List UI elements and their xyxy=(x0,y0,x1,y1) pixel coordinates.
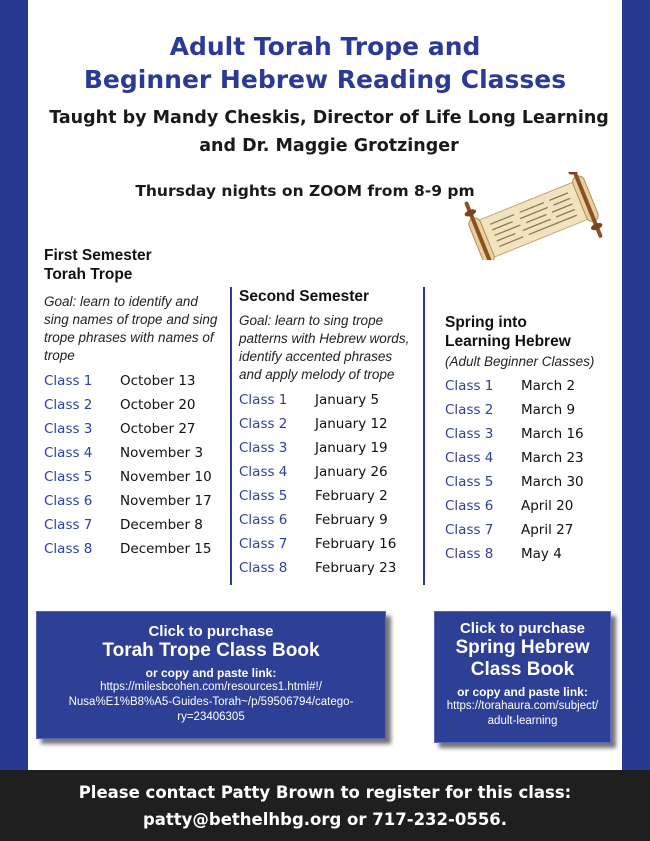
class-label: Class 6 xyxy=(239,512,288,528)
class-row xyxy=(239,460,411,484)
class-row xyxy=(44,393,224,417)
cta-hebrew-title-1: Spring Hebrew xyxy=(455,637,590,658)
class-row xyxy=(239,556,411,580)
column-divider-1 xyxy=(230,287,232,585)
class-date: December 8 xyxy=(120,517,203,533)
page-title xyxy=(40,30,610,96)
class-date: November 17 xyxy=(120,493,212,509)
second-semester-column xyxy=(239,287,411,580)
title-line-1: Adult Torah Trope and xyxy=(169,32,481,61)
purchase-torah-trope-book-button[interactable] xyxy=(36,611,386,739)
footer-contact-line[interactable]: patty@bethelhbg.org or 717-232-0556. xyxy=(142,810,508,829)
class-row xyxy=(239,388,411,412)
spring-hebrew-column xyxy=(445,313,615,566)
class-row xyxy=(44,465,224,489)
class-row xyxy=(445,542,615,566)
class-label: Class 5 xyxy=(44,469,93,485)
class-date: October 20 xyxy=(120,397,196,413)
class-row xyxy=(239,412,411,436)
link-line: https://torahaura.com/subject/ xyxy=(446,700,599,712)
class-date: November 3 xyxy=(120,445,204,461)
link-line: https://milesbcohen.com/resources1.html#!/ xyxy=(100,681,322,693)
class-row xyxy=(239,484,411,508)
instructors xyxy=(40,104,618,160)
class-row xyxy=(44,537,224,561)
class-row xyxy=(445,422,615,446)
torah-trope-link[interactable] xyxy=(37,680,385,725)
spring-hebrew-note: (Adult Beginner Classes) xyxy=(445,354,595,369)
cta-hebrew-title-2: Class Book xyxy=(470,659,575,680)
first-semester-goal: Goal: learn to identify and sing names of trope and sing trope phrases with names of trope xyxy=(44,294,218,363)
class-label: Class 8 xyxy=(445,546,494,562)
left-border-bar xyxy=(0,0,28,770)
cta-hebrew-copy-label: or copy and paste link: xyxy=(457,685,588,699)
class-label: Class 1 xyxy=(239,392,288,408)
class-date: November 10 xyxy=(120,469,212,485)
class-label: Class 4 xyxy=(44,445,93,461)
column-divider-2 xyxy=(423,287,425,585)
class-date: January 5 xyxy=(315,392,380,408)
class-date: February 9 xyxy=(315,512,388,528)
first-semester-class-list xyxy=(44,369,224,561)
class-label: Class 8 xyxy=(239,560,288,576)
learning-hebrew-heading: Learning Hebrew xyxy=(445,333,571,350)
instructors-line-2: and Dr. Maggie Grotzinger xyxy=(199,136,459,156)
class-label: Class 6 xyxy=(445,498,494,514)
second-semester-class-list xyxy=(239,388,411,580)
right-border-bar xyxy=(622,0,650,770)
class-date: March 30 xyxy=(521,474,584,490)
contact-footer xyxy=(0,770,650,841)
class-date: April 27 xyxy=(521,522,574,538)
second-semester-goal: Goal: learn to sing trope patterns with Hebrew words, identify accented phrases and apply melody of trope xyxy=(239,313,410,382)
class-date: January 12 xyxy=(315,416,388,432)
class-row xyxy=(44,441,224,465)
spring-hebrew-link[interactable] xyxy=(435,699,610,729)
cta-trope-copy-label: or copy and paste link: xyxy=(145,666,277,680)
class-label: Class 7 xyxy=(239,536,288,552)
class-date: October 13 xyxy=(120,373,196,389)
class-row xyxy=(445,470,615,494)
class-date: March 16 xyxy=(521,426,584,442)
class-label: Class 4 xyxy=(445,450,494,466)
class-label: Class 6 xyxy=(44,493,93,509)
torah-scroll-icon xyxy=(458,172,606,260)
class-row xyxy=(44,513,224,537)
class-label: Class 8 xyxy=(44,541,93,557)
class-date: February 23 xyxy=(315,560,397,576)
class-date: March 2 xyxy=(521,378,576,394)
footer-line-1: Please contact Patty Brown to register for this class: xyxy=(78,783,572,802)
torah-trope-heading: Torah Trope xyxy=(44,266,133,283)
class-label: Class 3 xyxy=(44,421,93,437)
cta-trope-line1: Click to purchase xyxy=(148,623,274,640)
link-line: ry=23406305 xyxy=(177,711,245,723)
class-date: October 27 xyxy=(120,421,196,437)
class-row xyxy=(445,494,615,518)
instructors-line-1: Taught by Mandy Cheskis, Director of Life Long Learning xyxy=(49,108,609,128)
spring-hebrew-class-list xyxy=(445,374,615,566)
class-row xyxy=(239,508,411,532)
first-semester-heading: First Semester xyxy=(44,247,152,264)
class-label: Class 2 xyxy=(239,416,288,432)
class-label: Class 5 xyxy=(239,488,288,504)
class-row xyxy=(239,436,411,460)
class-row xyxy=(44,489,224,513)
class-date: March 9 xyxy=(521,402,576,418)
class-label: Class 7 xyxy=(44,517,93,533)
cta-hebrew-line1: Click to purchase xyxy=(459,620,586,637)
class-date: February 16 xyxy=(315,536,397,552)
spring-into-heading: Spring into xyxy=(445,314,527,331)
class-date: December 15 xyxy=(120,541,212,557)
class-label: Class 1 xyxy=(445,378,494,394)
class-row xyxy=(445,518,615,542)
class-label: Class 3 xyxy=(239,440,288,456)
class-label: Class 1 xyxy=(44,373,93,389)
class-row xyxy=(44,369,224,393)
cta-trope-title: Torah Trope Class Book xyxy=(102,640,320,661)
class-row xyxy=(445,446,615,470)
second-semester-heading: Second Semester xyxy=(239,288,370,305)
class-row xyxy=(445,398,615,422)
class-label: Class 7 xyxy=(445,522,494,538)
class-label: Class 3 xyxy=(445,426,494,442)
link-line: Nusa%E1%B8%A5-Guides-Torah~/p/59506794/catego- xyxy=(68,696,354,708)
class-date: April 20 xyxy=(521,498,574,514)
class-label: Class 5 xyxy=(445,474,494,490)
class-row xyxy=(239,532,411,556)
class-row xyxy=(445,374,615,398)
class-label: Class 2 xyxy=(445,402,494,418)
class-date: May 4 xyxy=(521,546,562,562)
purchase-spring-hebrew-book-button[interactable] xyxy=(434,611,611,743)
first-semester-column xyxy=(44,246,224,561)
class-label: Class 2 xyxy=(44,397,93,413)
link-line: adult-learning xyxy=(487,715,558,727)
title-line-2: Beginner Hebrew Reading Classes xyxy=(83,65,567,94)
class-label: Class 4 xyxy=(239,464,288,480)
class-date: February 2 xyxy=(315,488,388,504)
schedule-note: Thursday nights on ZOOM from 8-9 pm xyxy=(135,182,475,200)
class-row xyxy=(44,417,224,441)
class-date: January 19 xyxy=(315,440,388,456)
class-date: March 23 xyxy=(521,450,584,466)
class-date: January 26 xyxy=(315,464,388,480)
